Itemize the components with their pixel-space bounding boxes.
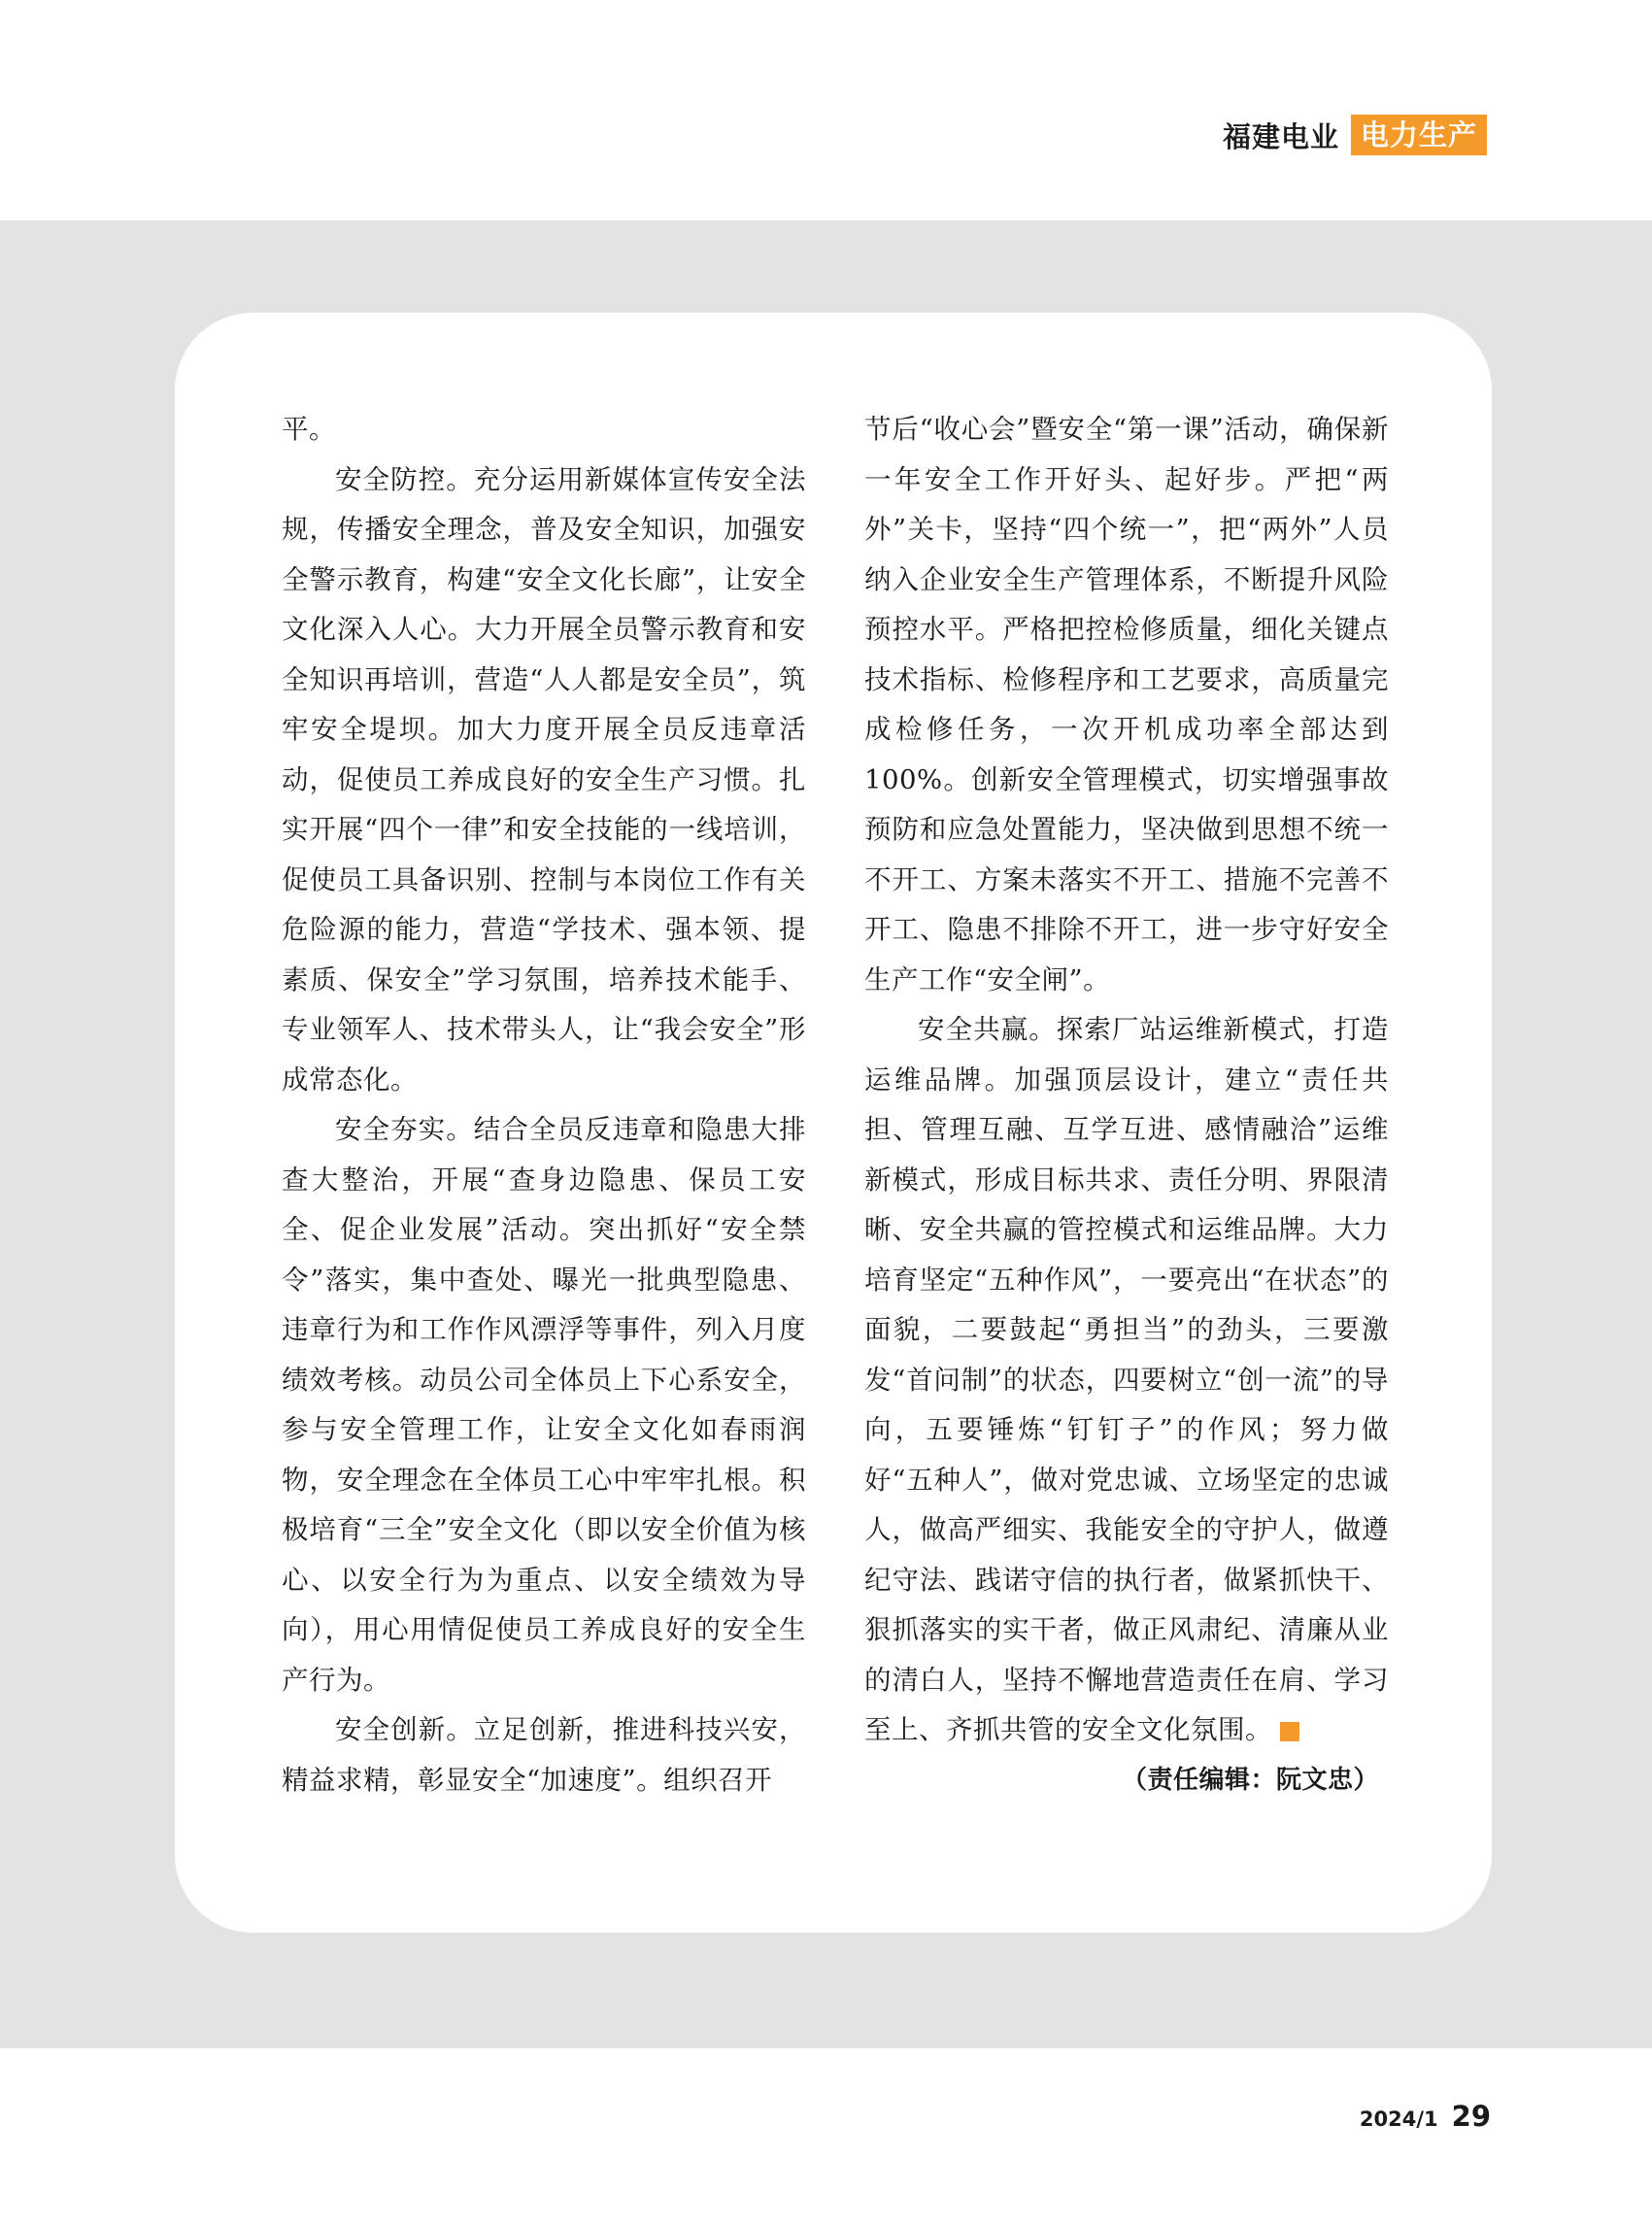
page-footer [1360, 2100, 1491, 2133]
left-column [282, 405, 806, 1805]
paragraph: 安全防控。充分运用新媒体宣传安全法规，传播安全理念，普及安全知识，加强安全警示教育，构建“安全文化长廊”，让安全文化深入人心。大力开展全员警示教育和安全知识再培训，营造“人人都是安全员”，筑牢安全堤坝。加大力度开展全员反违章活动，促使员工养成良好的安全生产习惯。扎实开展“四个一律”和安全技能的一线培训，促使员工具备识别、控制与本岗位工作有关危险源的能力，营造“学技术、强本领、提素质、保安全”学习氛围，培养技术能手、专业领军人、技术带头人，让“我会安全”形成常态化。 [282, 463, 806, 1096]
end-square-icon [1280, 1722, 1299, 1741]
paragraph: 节后“收心会”暨安全“第一课”活动，确保新一年安全工作开好头、起好步。严把“两外”关卡，坚持“四个统一”，把“两外”人员纳入企业安全生产管理体系，不断提升风险预控水平。严格把控检修质量，细化关键点技术指标、检修程序和工艺要求，高质量完成检修任务，一次开机成功率全部达到100%。创新安全管理模式，切实增强事故预防和应急处置能力，坚决做到思想不统一不开工、方案未落实不开工、措施不完善不开工、隐患不排除不开工，进一步守好安全生产工作“安全闸”。 [864, 414, 1389, 995]
page-header [1223, 115, 1487, 155]
right-column [864, 405, 1389, 1805]
magazine-name: 福建电业 [1222, 119, 1339, 153]
paragraph [864, 1005, 1389, 1756]
paragraph-text: 安全共赢。探索厂站运维新模式，打造运维品牌。加强顶层设计，建立“责任共担、管理互融、互学互进、感情融洽”运维新模式，形成目标共求、责任分明、界限清晰、安全共赢的管控模式和运维品牌。大力培育坚定“五种作风”，一要亮出“在状态”的面貌，二要鼓起“勇担当”的劲头，三要激发“首问制”的状态，四要树立“创一流”的导向，五要锤炼“钉钉子”的作风；努力做好“五种人”，做对党忠诚、立场坚定的忠诚人，做高严细实、我能安全的守护人，做遵纪守法、践诺守信的执行者，做紧抓快干、狠抓落实的实干者，做正风肃纪、清廉从业的清白人，坚持不懈地营造责任在肩、学习至上、齐抓共管的安全文化氛围。 [864, 1014, 1389, 1745]
editor-credit: （责任编辑：阮文忠） [1121, 1765, 1379, 1795]
issue-number: 2024/1 [1359, 2108, 1438, 2131]
paragraph: 安全创新。立足创新，推进科技兴安，精益求精，彰显安全“加速度”。组织召开 [282, 1714, 806, 1796]
paragraph: 安全夯实。结合全员反违章和隐患大排查大整治，开展“查身边隐患、保员工安全、促企业发展”活动。突出抓好“安全禁令”落实，集中查处、曝光一批典型隐患、违章行为和工作作风漂浮等事件，列入月度绩效考核。动员公司全体员上下心系安全，参与安全管理工作，让安全文化如春雨润物，安全理念在全体员工心中牢牢扎根。积极培育“三全”安全文化（即以安全价值为核心、以安全行为为重点、以安全绩效为导向），用心用情促使员工养成良好的安全生产行为。 [282, 1114, 806, 1696]
page-number: 29 [1451, 2100, 1491, 2133]
section-tag: 电力生产 [1351, 115, 1487, 155]
paragraph: 平。 [282, 414, 336, 445]
